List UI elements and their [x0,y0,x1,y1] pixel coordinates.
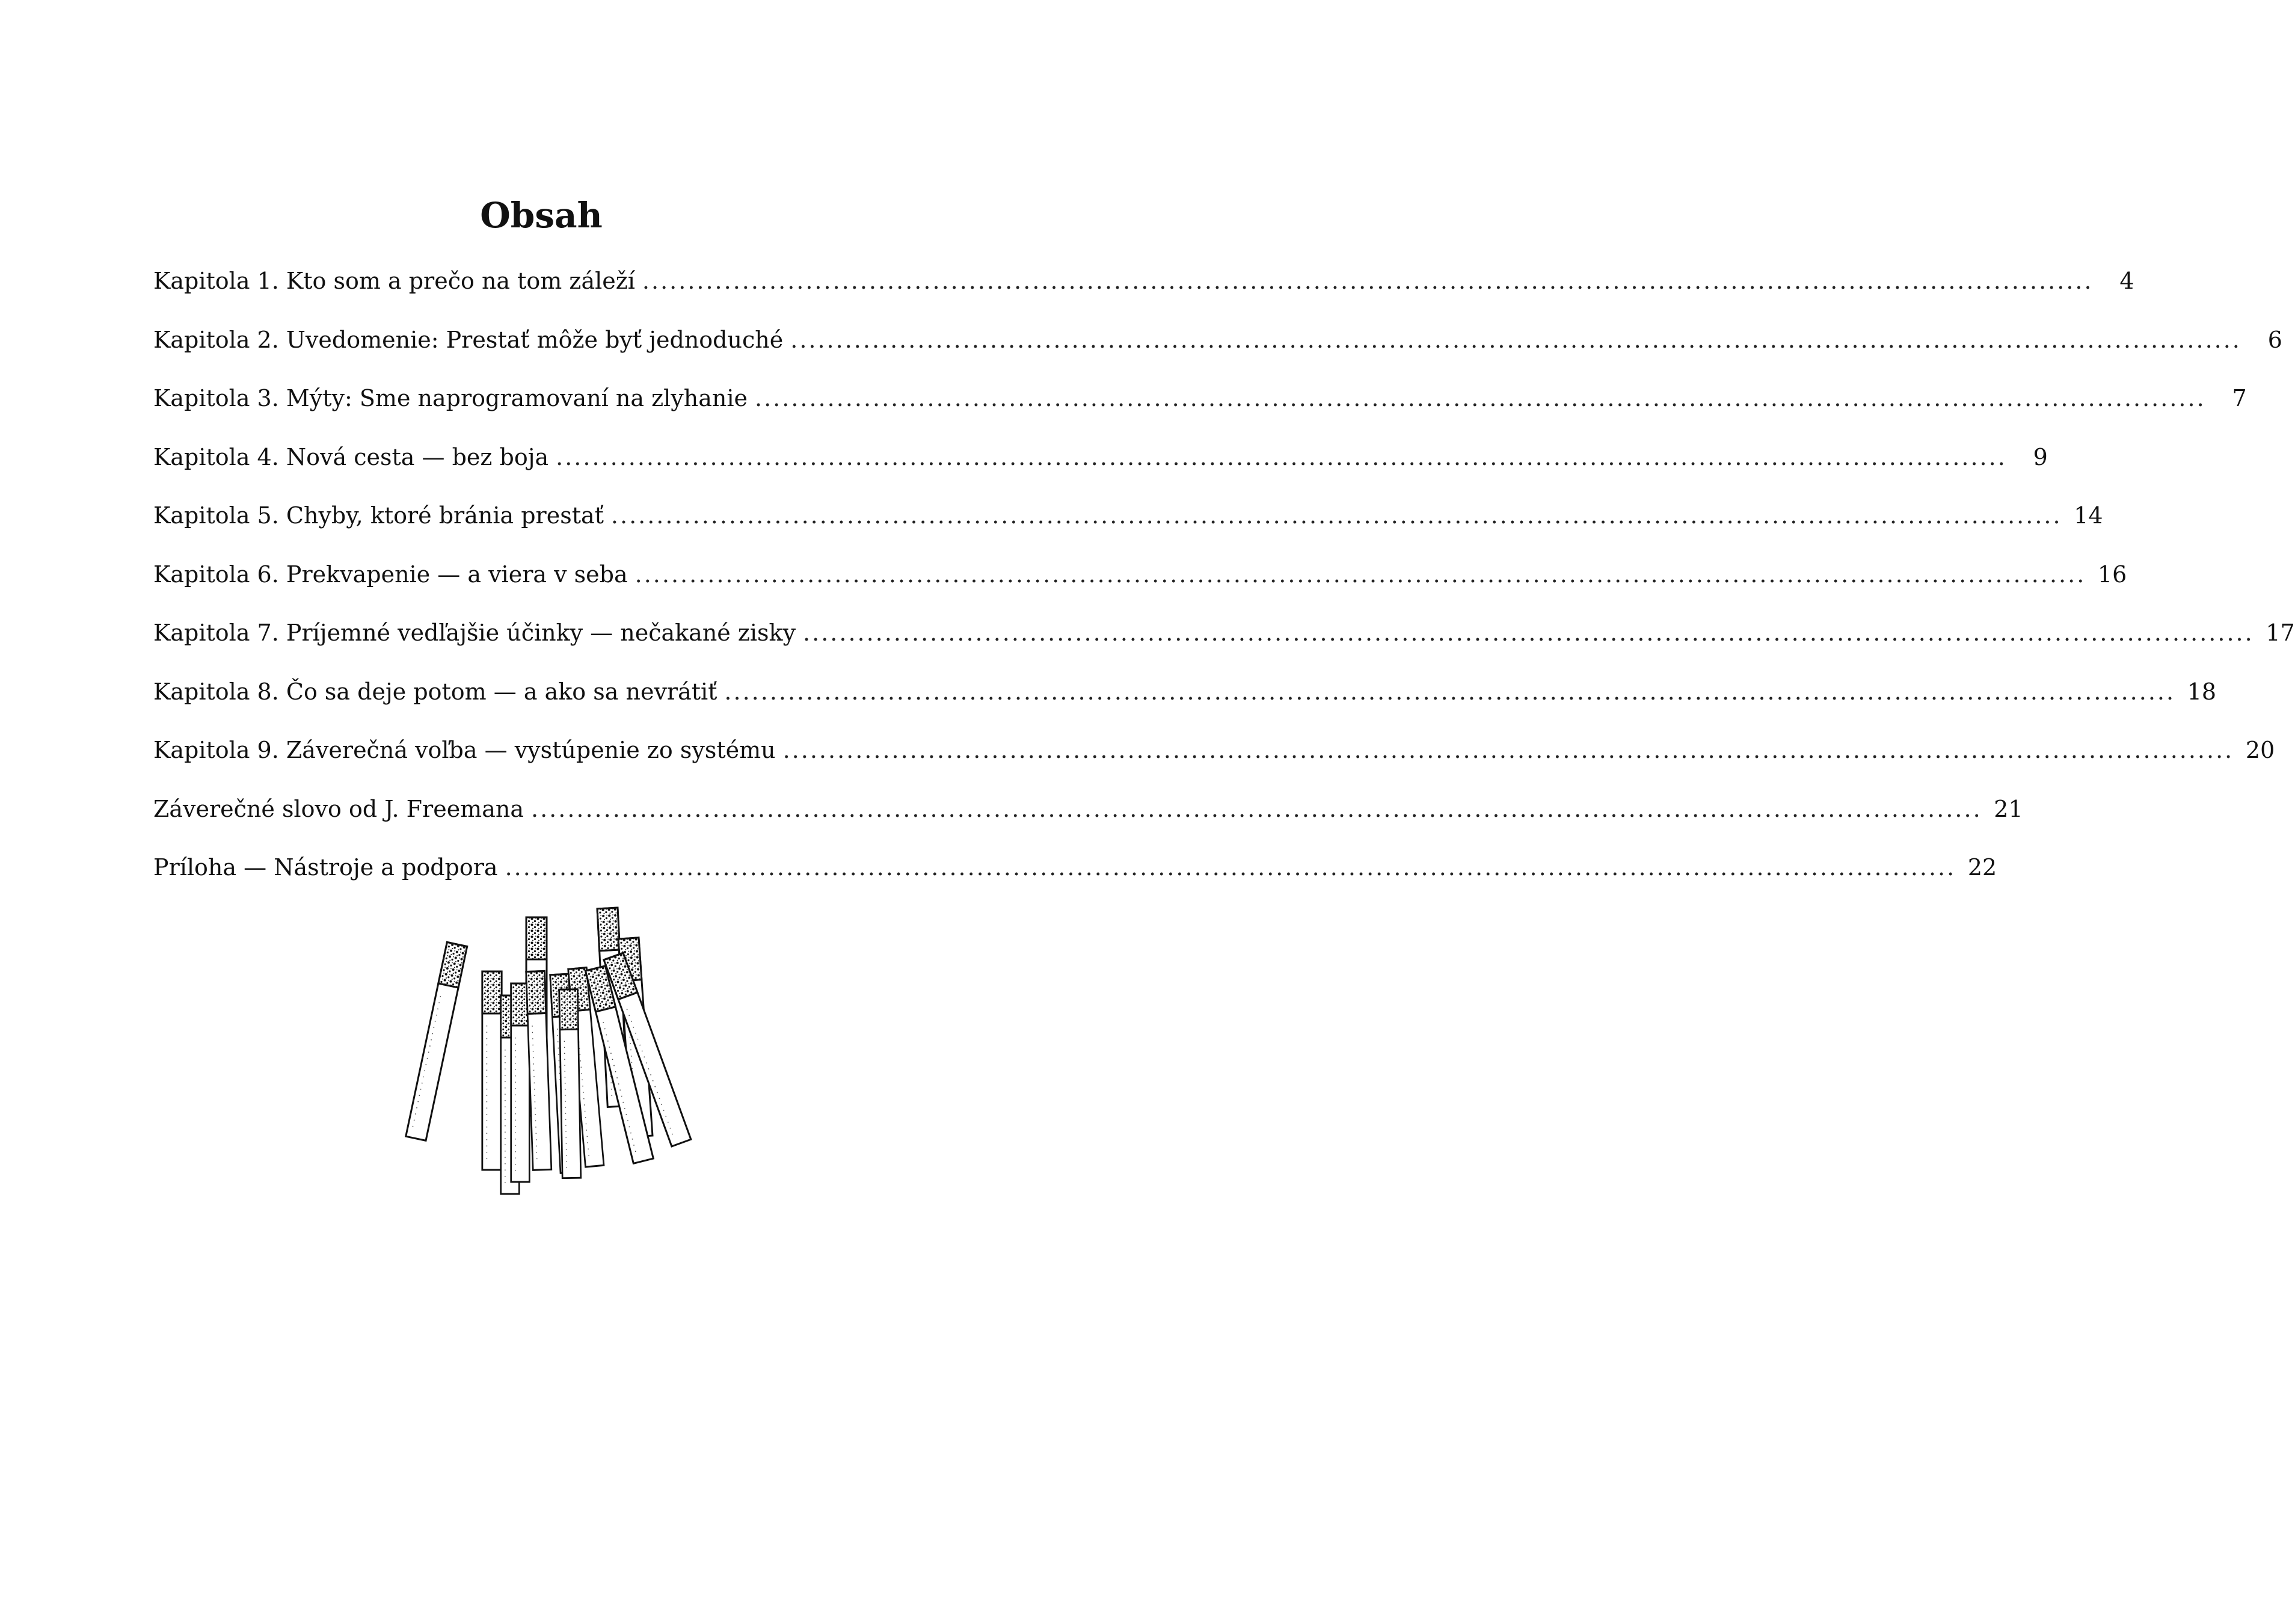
toc-entry-3 [153,376,2247,435]
toc-leader-dots: ................................................................................................................................................................ [790,326,2241,353]
toc-entry-label: Kapitola 5. Chyby, ktoré bránia prestať [153,502,604,529]
toc-entry-label: Kapitola 6. Prekvapenie — a viera v seba [153,561,628,588]
toc-entry-page: 20 [2245,737,2275,763]
toc-entry-label: Kapitola 4. Nová cesta — bez boja [153,443,549,470]
toc-leader-dots: ................................................................................................................................................................ [634,561,2086,588]
toc-entry-11 [153,845,1997,904]
toc-entry-page: 9 [2033,443,2048,470]
toc-entry-1 [153,259,2134,318]
toc-entry-label: Príloha — Nástroje a podpora [153,854,498,881]
toc-entry-4 [153,435,2048,494]
toc-leader-dots: ................................................................................................................................................................ [556,443,2007,470]
toc-leader-dots: ................................................................................................................................................................ [782,737,2234,763]
toc-entry-9 [153,728,2275,787]
toc-entry-page: 16 [2097,561,2127,588]
toc-entry-page: 18 [2187,678,2217,705]
toc-entry-7 [153,611,2295,669]
toc-leader-dots: ................................................................................................................................................................ [505,854,1956,881]
toc-entry-2 [153,318,2282,377]
toc-entry-6 [153,552,2127,611]
toc-entry-label: Kapitola 2. Uvedomenie: Prestať môže byť jednoduché [153,326,784,353]
toc-leader-dots: ................................................................................................................................................................ [642,268,2094,294]
toc-entry-page: 21 [1994,795,2023,822]
toc-entry-page: 22 [1967,854,1997,881]
toc-leader-dots: ................................................................................................................................................................ [755,385,2206,411]
toc-entry-page: 7 [2232,385,2247,411]
toc-entry-page: 4 [2119,268,2134,294]
toc-entry-page: 17 [2266,620,2295,646]
toc-entry-10 [153,787,2023,846]
toc-entry-page: 14 [2074,502,2103,529]
toc-leader-dots: ................................................................................................................................................................ [803,620,2254,646]
toc-entry-8 [153,669,2217,728]
toc-entry-label: Záverečné slovo od J. Freemana [153,795,524,822]
toc-entry-page: 6 [2267,326,2282,353]
cigarettes-illustration-icon [409,905,686,1206]
toc-entry-label: Kapitola 8. Čo sa deje potom — a ako sa nevrátiť [153,678,717,705]
page-title: Obsah [480,195,603,236]
toc-entry-label: Kapitola 3. Mýty: Sme naprogramovaní na zlyhanie [153,385,748,411]
table-of-contents [153,259,2295,904]
toc-entry-label: Kapitola 9. Záverečná voľba — vystúpenie zo systému [153,737,776,763]
toc-entry-label: Kapitola 7. Príjemné vedľajšie účinky — nečakané zisky [153,620,796,646]
toc-leader-dots: ................................................................................................................................................................ [531,795,1982,822]
toc-leader-dots: ................................................................................................................................................................ [610,502,2062,529]
toc-leader-dots: ................................................................................................................................................................ [724,678,2176,705]
toc-entry-label: Kapitola 1. Kto som a prečo na tom záleží [153,268,635,294]
toc-entry-5 [153,493,2103,552]
